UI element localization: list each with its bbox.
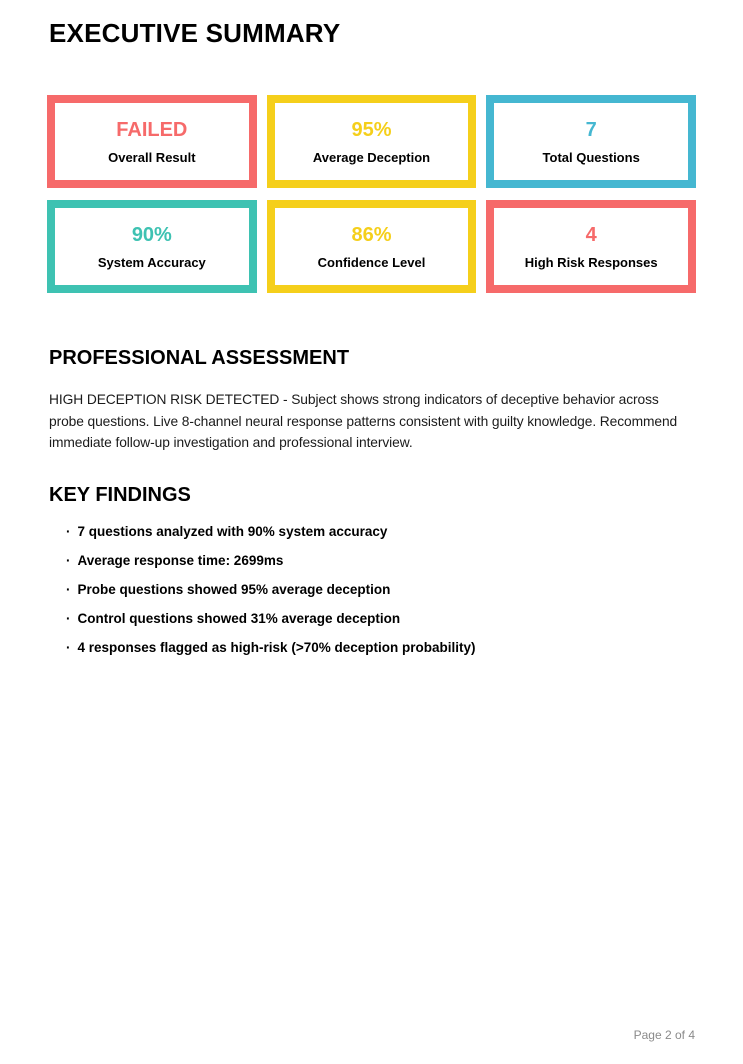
- key-finding-text: 7 questions analyzed with 90% system accuracy: [77, 523, 388, 539]
- stat-value: 90%: [131, 223, 172, 246]
- key-finding-item: [66, 554, 696, 568]
- stat-card-high-risk-responses: [486, 200, 696, 293]
- stat-label: Overall Result: [108, 149, 196, 165]
- key-finding-item: [66, 612, 696, 626]
- stat-card-overall-result: [47, 95, 257, 188]
- bullet-icon: [66, 641, 71, 655]
- key-finding-text: Control questions showed 31% average deception: [77, 610, 401, 626]
- key-finding-item: [66, 525, 696, 539]
- stat-value: 4: [585, 223, 597, 246]
- key-finding-text: Probe questions showed 95% average deception: [77, 581, 391, 597]
- bullet-icon: [66, 612, 71, 626]
- stat-value: 7: [585, 118, 597, 141]
- key-finding-text: 4 responses flagged as high-risk (>70% deception probability): [77, 639, 476, 655]
- page-title: EXECUTIVE SUMMARY: [49, 18, 341, 48]
- stat-card-confidence-level: [267, 200, 477, 293]
- stat-label: High Risk Responses: [524, 254, 658, 270]
- stat-value: FAILED: [116, 118, 188, 141]
- bullet-icon: [66, 525, 71, 539]
- professional-assessment-heading: PROFESSIONAL ASSESSMENT: [49, 347, 350, 369]
- report-page: [0, 20, 743, 655]
- key-findings-list: [47, 525, 696, 655]
- stat-value: 95%: [351, 118, 392, 141]
- stat-card-system-accuracy: [47, 200, 257, 293]
- stat-label: Confidence Level: [317, 254, 426, 270]
- stat-label: Total Questions: [542, 149, 640, 165]
- page-number: Page 2 of 4: [633, 1028, 695, 1042]
- key-finding-item: [66, 583, 696, 597]
- key-findings-heading: KEY FINDINGS: [49, 483, 191, 506]
- summary-stat-grid: [47, 95, 696, 293]
- key-finding-text: Average response time: 2699ms: [77, 552, 284, 568]
- stat-label: Average Deception: [312, 149, 431, 165]
- stat-card-total-questions: [486, 95, 696, 188]
- professional-assessment-body: HIGH DECEPTION RISK DETECTED - Subject shows strong indicators of deceptive behavior across probe questions. Live 8-channel neural response patterns consistent with guilty knowledge. Recommend immediate follow-up investigation and professional interview.: [49, 392, 678, 450]
- stat-label: System Accuracy: [97, 254, 206, 270]
- bullet-icon: [66, 554, 71, 568]
- key-finding-item: [66, 641, 696, 655]
- stat-card-average-deception: [267, 95, 477, 188]
- stat-value: 86%: [351, 223, 392, 246]
- bullet-icon: [66, 583, 71, 597]
